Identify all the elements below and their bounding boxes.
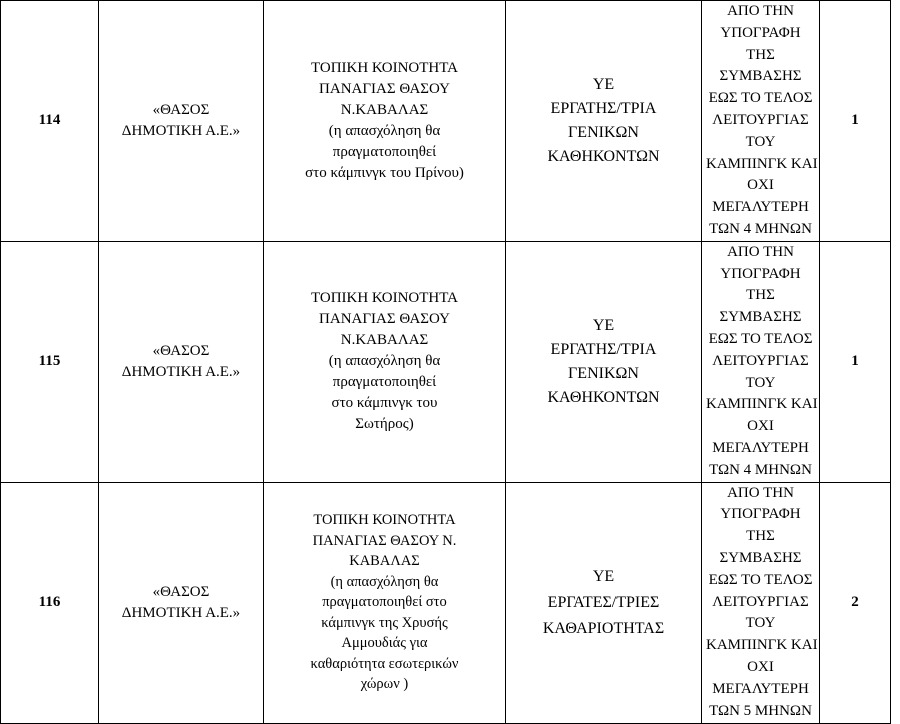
cell-line: ΚΑΘΗΚΟΝΤΩΝ — [547, 388, 660, 406]
cell-line: ΓΕΝΙΚΩΝ — [568, 364, 639, 382]
cell-line: ΥΠΟΓΡΑΦΗ — [720, 506, 801, 523]
cell-line: ΛΕΙΤΟΥΡΓΙΑΣ — [712, 111, 809, 128]
cell-line: ΑΠΟ ΤΗΝ — [727, 243, 794, 260]
duration-cell — [702, 1, 820, 242]
cell-line: ΠΑΝΑΓΙΑΣ ΘΑΣΟΥ — [319, 311, 450, 328]
location-cell — [264, 1, 506, 242]
cell-line: ΚΑΘΑΡΙΟΤΗΤΑΣ — [542, 619, 665, 637]
cell-line: ΤΟΥ — [745, 374, 776, 391]
cell-line: (η απασχόληση θα — [328, 122, 441, 139]
cell-line: ΣΥΜΒΑΣΗΣ — [719, 550, 802, 567]
cell-line: ΕΡΓΑΤΕΣ/ΤΡΙΕΣ — [547, 593, 660, 611]
cell-line: ΜΕΓΑΛΥΤΕΡΗ — [712, 199, 809, 216]
cell-line: ΤΟΠΙΚΗ ΚΟΙΝΟΤΗΤΑ — [313, 512, 456, 529]
cell-line: ΕΡΓΑΤΗΣ/ΤΡΙΑ — [550, 340, 657, 358]
location-cell — [264, 241, 506, 482]
cell-line: ΥΠΟΓΡΑΦΗ — [720, 265, 801, 282]
cell-line: «ΘΑΣΟΣ — [152, 583, 210, 600]
cell-line: ΜΕΓΑΛΥΤΕΡΗ — [712, 439, 809, 456]
cell-line: (η απασχόληση θα — [328, 353, 441, 370]
cell-line: ΟΧΙ — [747, 177, 774, 194]
cell-line: ΛΕΙΤΟΥΡΓΙΑΣ — [712, 352, 809, 369]
row-number: 116 — [1, 482, 99, 723]
cell-line: ΤΟΠΙΚΗ ΚΟΙΝΟΤΗΤΑ — [310, 59, 459, 76]
cell-line: ΠΑΝΑΓΙΑΣ ΘΑΣΟΥ Ν. — [312, 532, 457, 549]
cell-line: ΟΧΙ — [747, 418, 774, 435]
cell-line: ΤΗΣ — [746, 528, 775, 545]
cell-line: ΕΩΣ ΤΟ ΤΕΛΟΣ — [708, 571, 813, 588]
cell-line: ΣΥΜΒΑΣΗΣ — [719, 68, 802, 85]
cell-line: (η απασχόληση θα — [330, 573, 439, 590]
cell-line: ΣΥΜΒΑΣΗΣ — [719, 309, 802, 326]
cell-line: ΜΕΓΑΛΥΤΕΡΗ — [712, 680, 809, 697]
cell-line: ΤΟΥ — [745, 615, 776, 632]
cell-line: ΤΗΣ — [746, 46, 775, 63]
duration-cell — [702, 241, 820, 482]
row-number: 115 — [1, 241, 99, 482]
cell-line: ΥΕ — [592, 316, 615, 334]
positions-count: 2 — [820, 482, 891, 723]
role-cell — [506, 482, 702, 723]
positions-count: 1 — [820, 1, 891, 242]
cell-line: ΚΑΒΑΛΑΣ — [349, 553, 420, 570]
row-number: 114 — [1, 1, 99, 242]
table-row — [1, 482, 891, 723]
positions-table-body — [1, 1, 891, 724]
role-cell — [506, 1, 702, 242]
duration-cell — [702, 482, 820, 723]
cell-line: ΔΗΜΟΤΙΚΗ Α.Ε.» — [121, 604, 241, 621]
role-cell — [506, 241, 702, 482]
cell-line: πραγματοποιηθεί στο — [322, 594, 447, 611]
cell-line: χώρων ) — [360, 676, 409, 693]
cell-line: ΚΑΜΠΙΝΓΚ ΚΑΙ — [706, 396, 818, 413]
cell-line: ΚΑΜΠΙΝΓΚ ΚΑΙ — [706, 155, 818, 172]
table-row — [1, 1, 891, 242]
cell-line: κάμπινγκ της Χρυσής — [321, 614, 448, 631]
table-row — [1, 241, 891, 482]
cell-line: ΤΗΣ — [746, 287, 775, 304]
cell-line: καθαριότητα εσωτερικών — [310, 655, 459, 672]
cell-line: στο κάμπινγκ του — [331, 395, 438, 412]
cell-line: πραγματοποιηθεί — [332, 374, 437, 391]
cell-line: ΕΡΓΑΤΗΣ/ΤΡΙΑ — [550, 99, 657, 117]
cell-line: ΟΧΙ — [747, 659, 774, 676]
cell-line: ΤΟΠΙΚΗ ΚΟΙΝΟΤΗΤΑ — [310, 290, 459, 307]
cell-line: πραγματοποιηθεί — [332, 143, 437, 160]
cell-line: ΥΠΟΓΡΑΦΗ — [720, 24, 801, 41]
cell-line: στο κάμπινγκ του Πρίνου) — [305, 164, 464, 181]
cell-line: Ν.ΚΑΒΑΛΑΣ — [340, 101, 429, 118]
cell-line: ΑΠΟ ΤΗΝ — [727, 3, 794, 19]
cell-line: «ΘΑΣΟΣ — [152, 101, 210, 118]
cell-line: ΔΗΜΟΤΙΚΗ Α.Ε.» — [121, 122, 241, 139]
positions-count: 1 — [820, 241, 891, 482]
entity-cell — [99, 241, 264, 482]
cell-line: ΔΗΜΟΤΙΚΗ Α.Ε.» — [121, 363, 241, 380]
cell-line: ΠΑΝΑΓΙΑΣ ΘΑΣΟΥ — [319, 80, 450, 97]
cell-line: ΤΩΝ 4 ΜΗΝΩΝ — [709, 461, 812, 478]
location-cell — [264, 482, 506, 723]
cell-line: ΥΕ — [592, 567, 615, 585]
entity-cell — [99, 1, 264, 242]
cell-line: ΤΟΥ — [745, 133, 776, 150]
cell-line: ΚΑΘΗΚΟΝΤΩΝ — [547, 147, 660, 165]
cell-line: «ΘΑΣΟΣ — [152, 342, 210, 359]
cell-line: ΑΠΟ ΤΗΝ — [727, 484, 794, 501]
cell-line: ΤΩΝ 5 ΜΗΝΩΝ — [709, 702, 812, 719]
cell-line: Σωτήρος) — [355, 416, 414, 433]
cell-line: ΥΕ — [592, 75, 615, 93]
cell-line: ΚΑΜΠΙΝΓΚ ΚΑΙ — [706, 637, 818, 654]
cell-line: Αμμουδιάς για — [341, 635, 428, 652]
cell-line: Ν.ΚΑΒΑΛΑΣ — [340, 332, 429, 349]
entity-cell — [99, 482, 264, 723]
cell-line: ΓΕΝΙΚΩΝ — [568, 123, 639, 141]
cell-line: ΕΩΣ ΤΟ ΤΕΛΟΣ — [708, 330, 813, 347]
cell-line: ΛΕΙΤΟΥΡΓΙΑΣ — [712, 593, 809, 610]
cell-line: ΕΩΣ ΤΟ ΤΕΛΟΣ — [708, 90, 813, 107]
cell-line: ΤΩΝ 4 ΜΗΝΩΝ — [709, 220, 812, 237]
